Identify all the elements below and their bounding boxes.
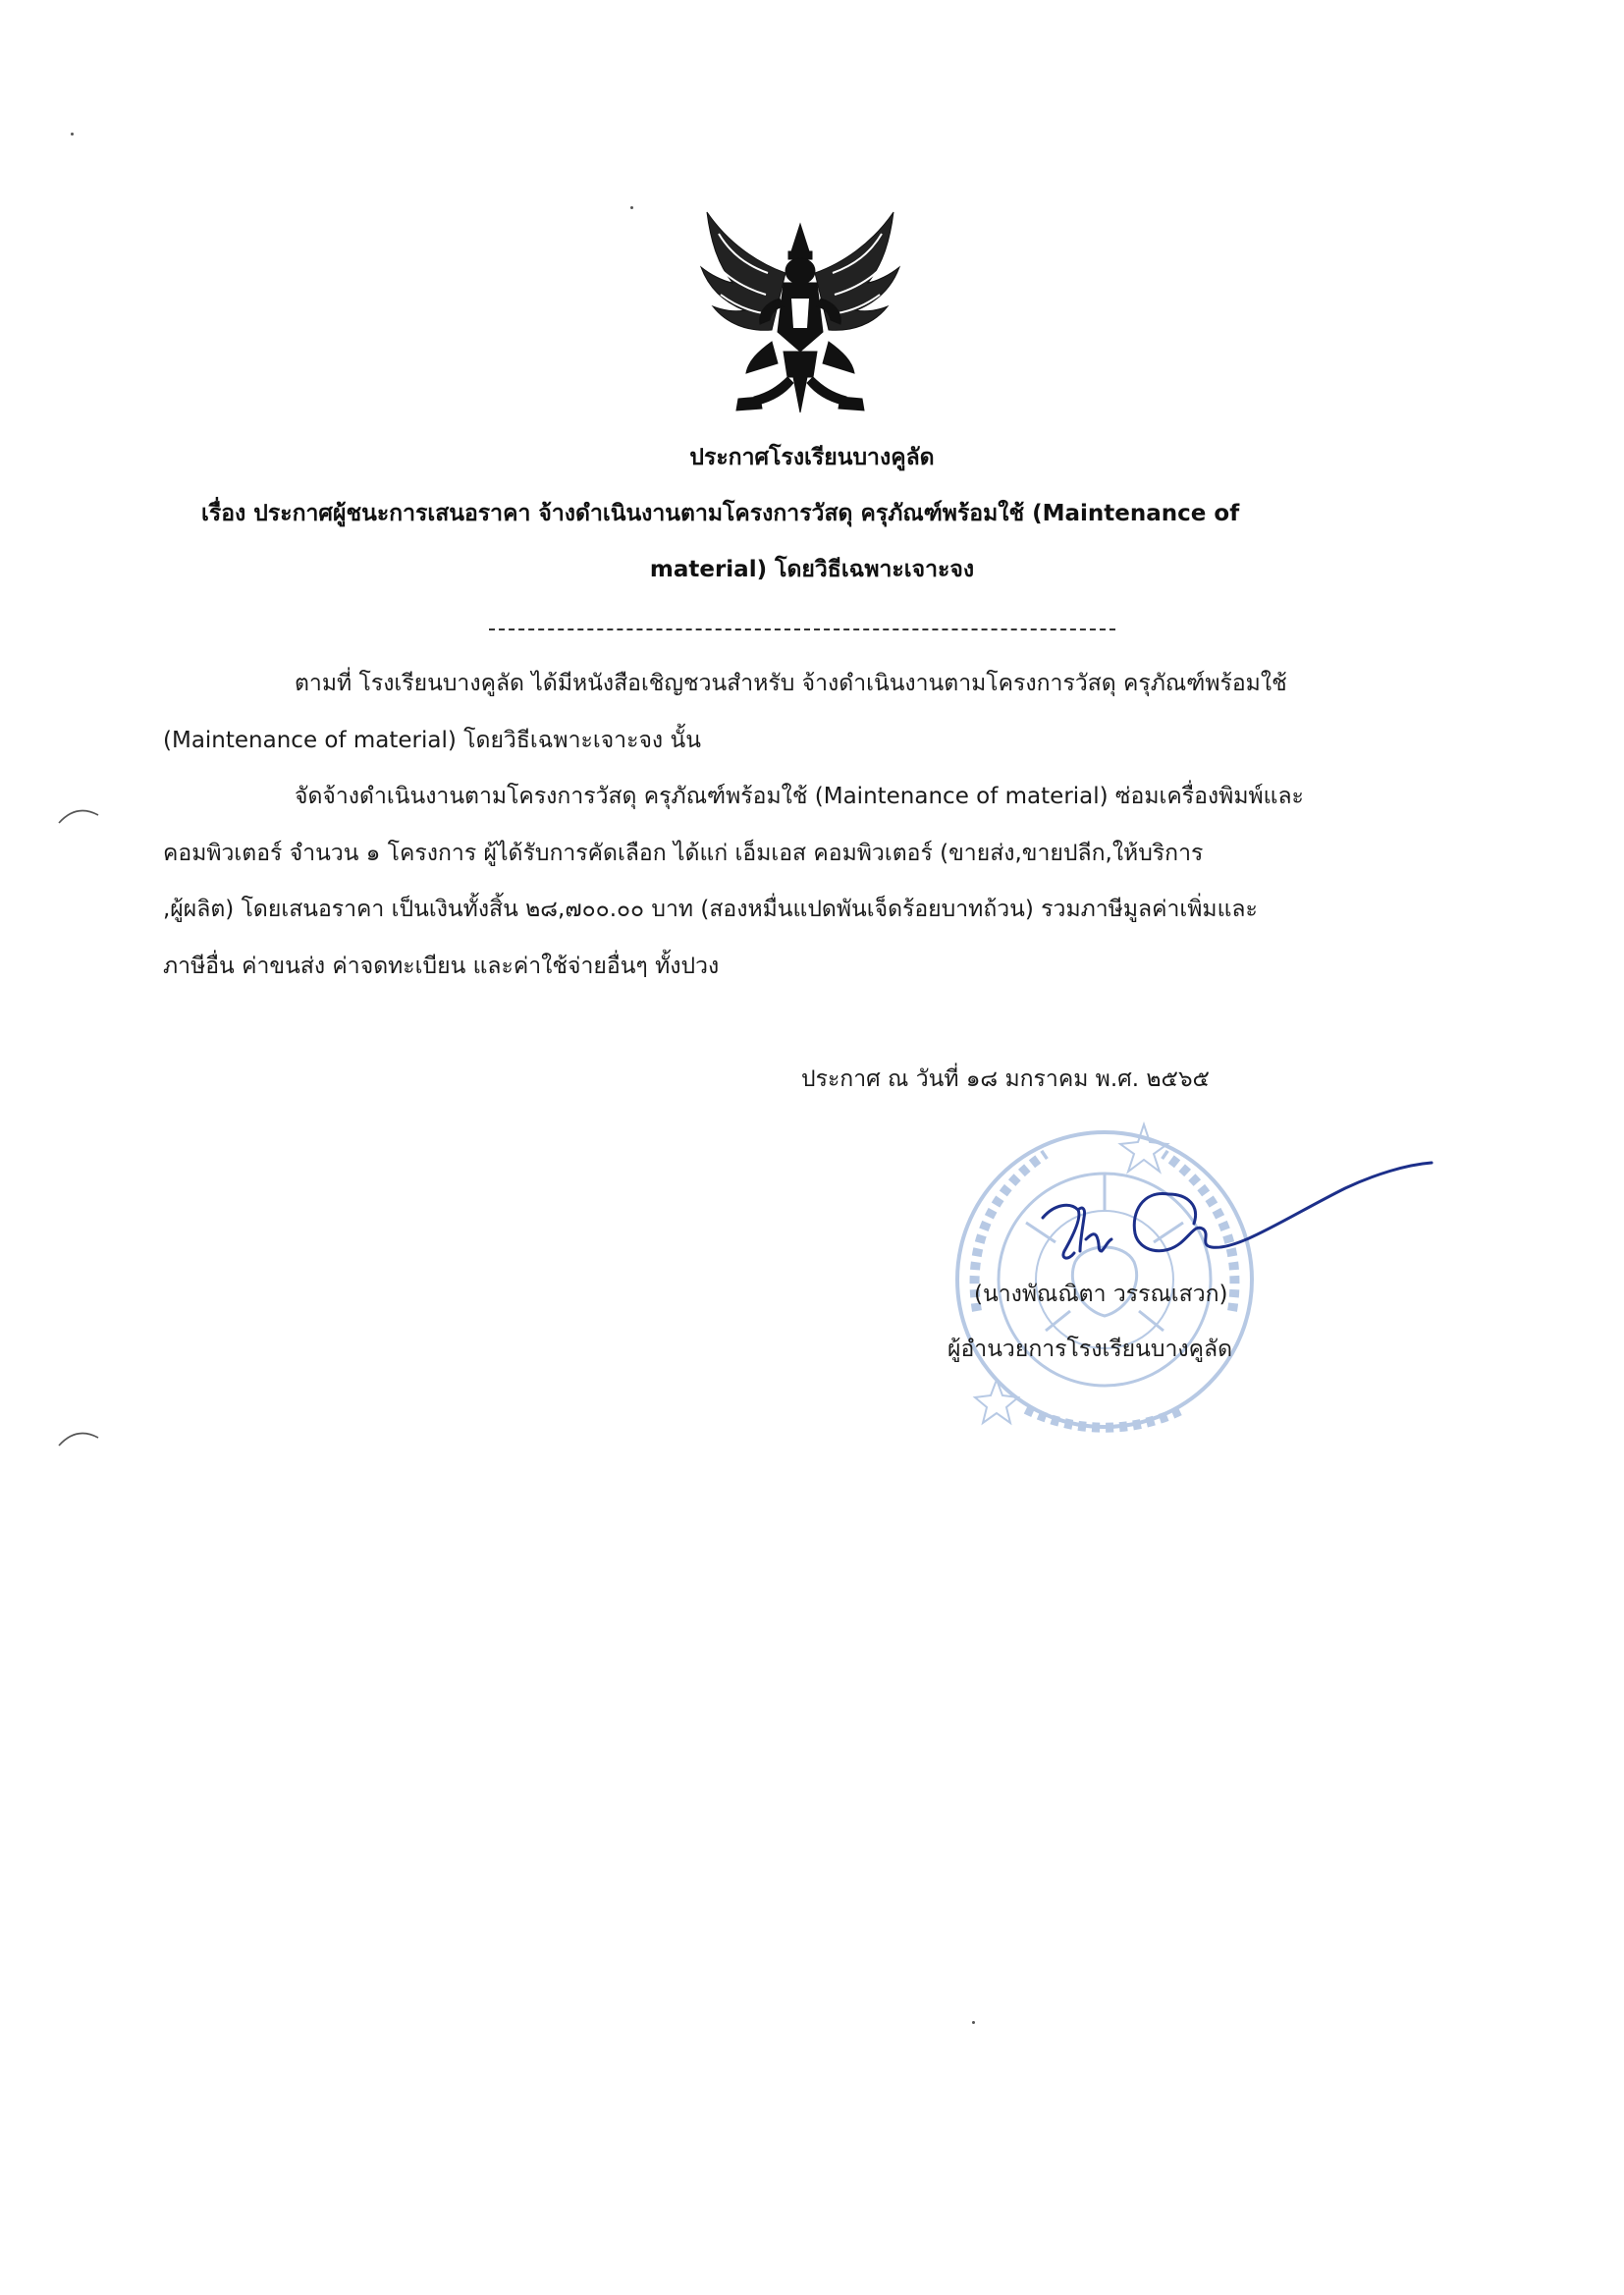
scan-speck bbox=[630, 206, 633, 209]
paragraph-2-line-3: ,ผู้ผลิต) โดยเสนอราคา เป็นเงินทั้งสิ้น ๒๘,๗๐๐.๐๐ บาท (สองหมื่นแปดพันเจ็ดร้อยบาทถ้วน) รวมภาษีมูลค่าเพิ่มและ bbox=[163, 897, 1258, 922]
punch-hole-mark bbox=[57, 1426, 100, 1448]
handwritten-signature bbox=[1021, 1149, 1434, 1286]
scan-speck bbox=[972, 2021, 975, 2024]
garuda-emblem-icon bbox=[689, 204, 911, 415]
scan-speck bbox=[71, 133, 74, 136]
signer-title: ผู้อำนวยการโรงเรียนบางคูลัด bbox=[947, 1337, 1233, 1362]
subject-line-2: material) โดยวิธีเฉพาะเจาะจง bbox=[649, 557, 975, 582]
dashed-divider bbox=[489, 628, 1115, 630]
paragraph-2-line-1: จัดจ้างดำเนินงานตามโครงการวัสดุ ครุภัณฑ์พร้อมใช้ (Maintenance of material) ซ่อมเครื่องพิมพ์และ bbox=[295, 784, 1304, 809]
paragraph-2-line-2: คอมพิวเตอร์ จำนวน ๑ โครงการ ผู้ได้รับการคัดเลือก ได้แก่ เอ็มเอส คอมพิวเตอร์ (ขายส่ง,ขายปลีก,ให้บริการ bbox=[163, 841, 1204, 866]
signer-name: (นางพัณณิตา วรรณเสวก) bbox=[974, 1282, 1228, 1307]
announcement-date: ประกาศ ณ วันที่ ๑๘ มกราคม พ.ศ. ๒๕๖๕ bbox=[801, 1066, 1210, 1092]
announcement-title: ประกาศโรงเรียนบางคูลัด bbox=[689, 445, 935, 470]
paragraph-1-line-1: ตามที่ โรงเรียนบางคูลัด ได้มีหนังสือเชิญชวนสำหรับ จ้างดำเนินงานตามโครงการวัสดุ ครุภัณฑ์พร้อมใช้ bbox=[295, 671, 1287, 696]
paragraph-1-line-2: (Maintenance of material) โดยวิธีเฉพาะเจาะจง นั้น bbox=[163, 728, 701, 753]
subject-line-1: เรื่อง ประกาศผู้ชนะการเสนอราคา จ้างดำเนินงานตามโครงการวัสดุ ครุภัณฑ์พร้อมใช้ (Maintenance of bbox=[201, 501, 1240, 526]
punch-hole-mark bbox=[57, 803, 100, 825]
paragraph-2-line-4: ภาษีอื่น ค่าขนส่ง ค่าจดทะเบียน และค่าใช้จ่ายอื่นๆ ทั้งปวง bbox=[163, 954, 720, 979]
